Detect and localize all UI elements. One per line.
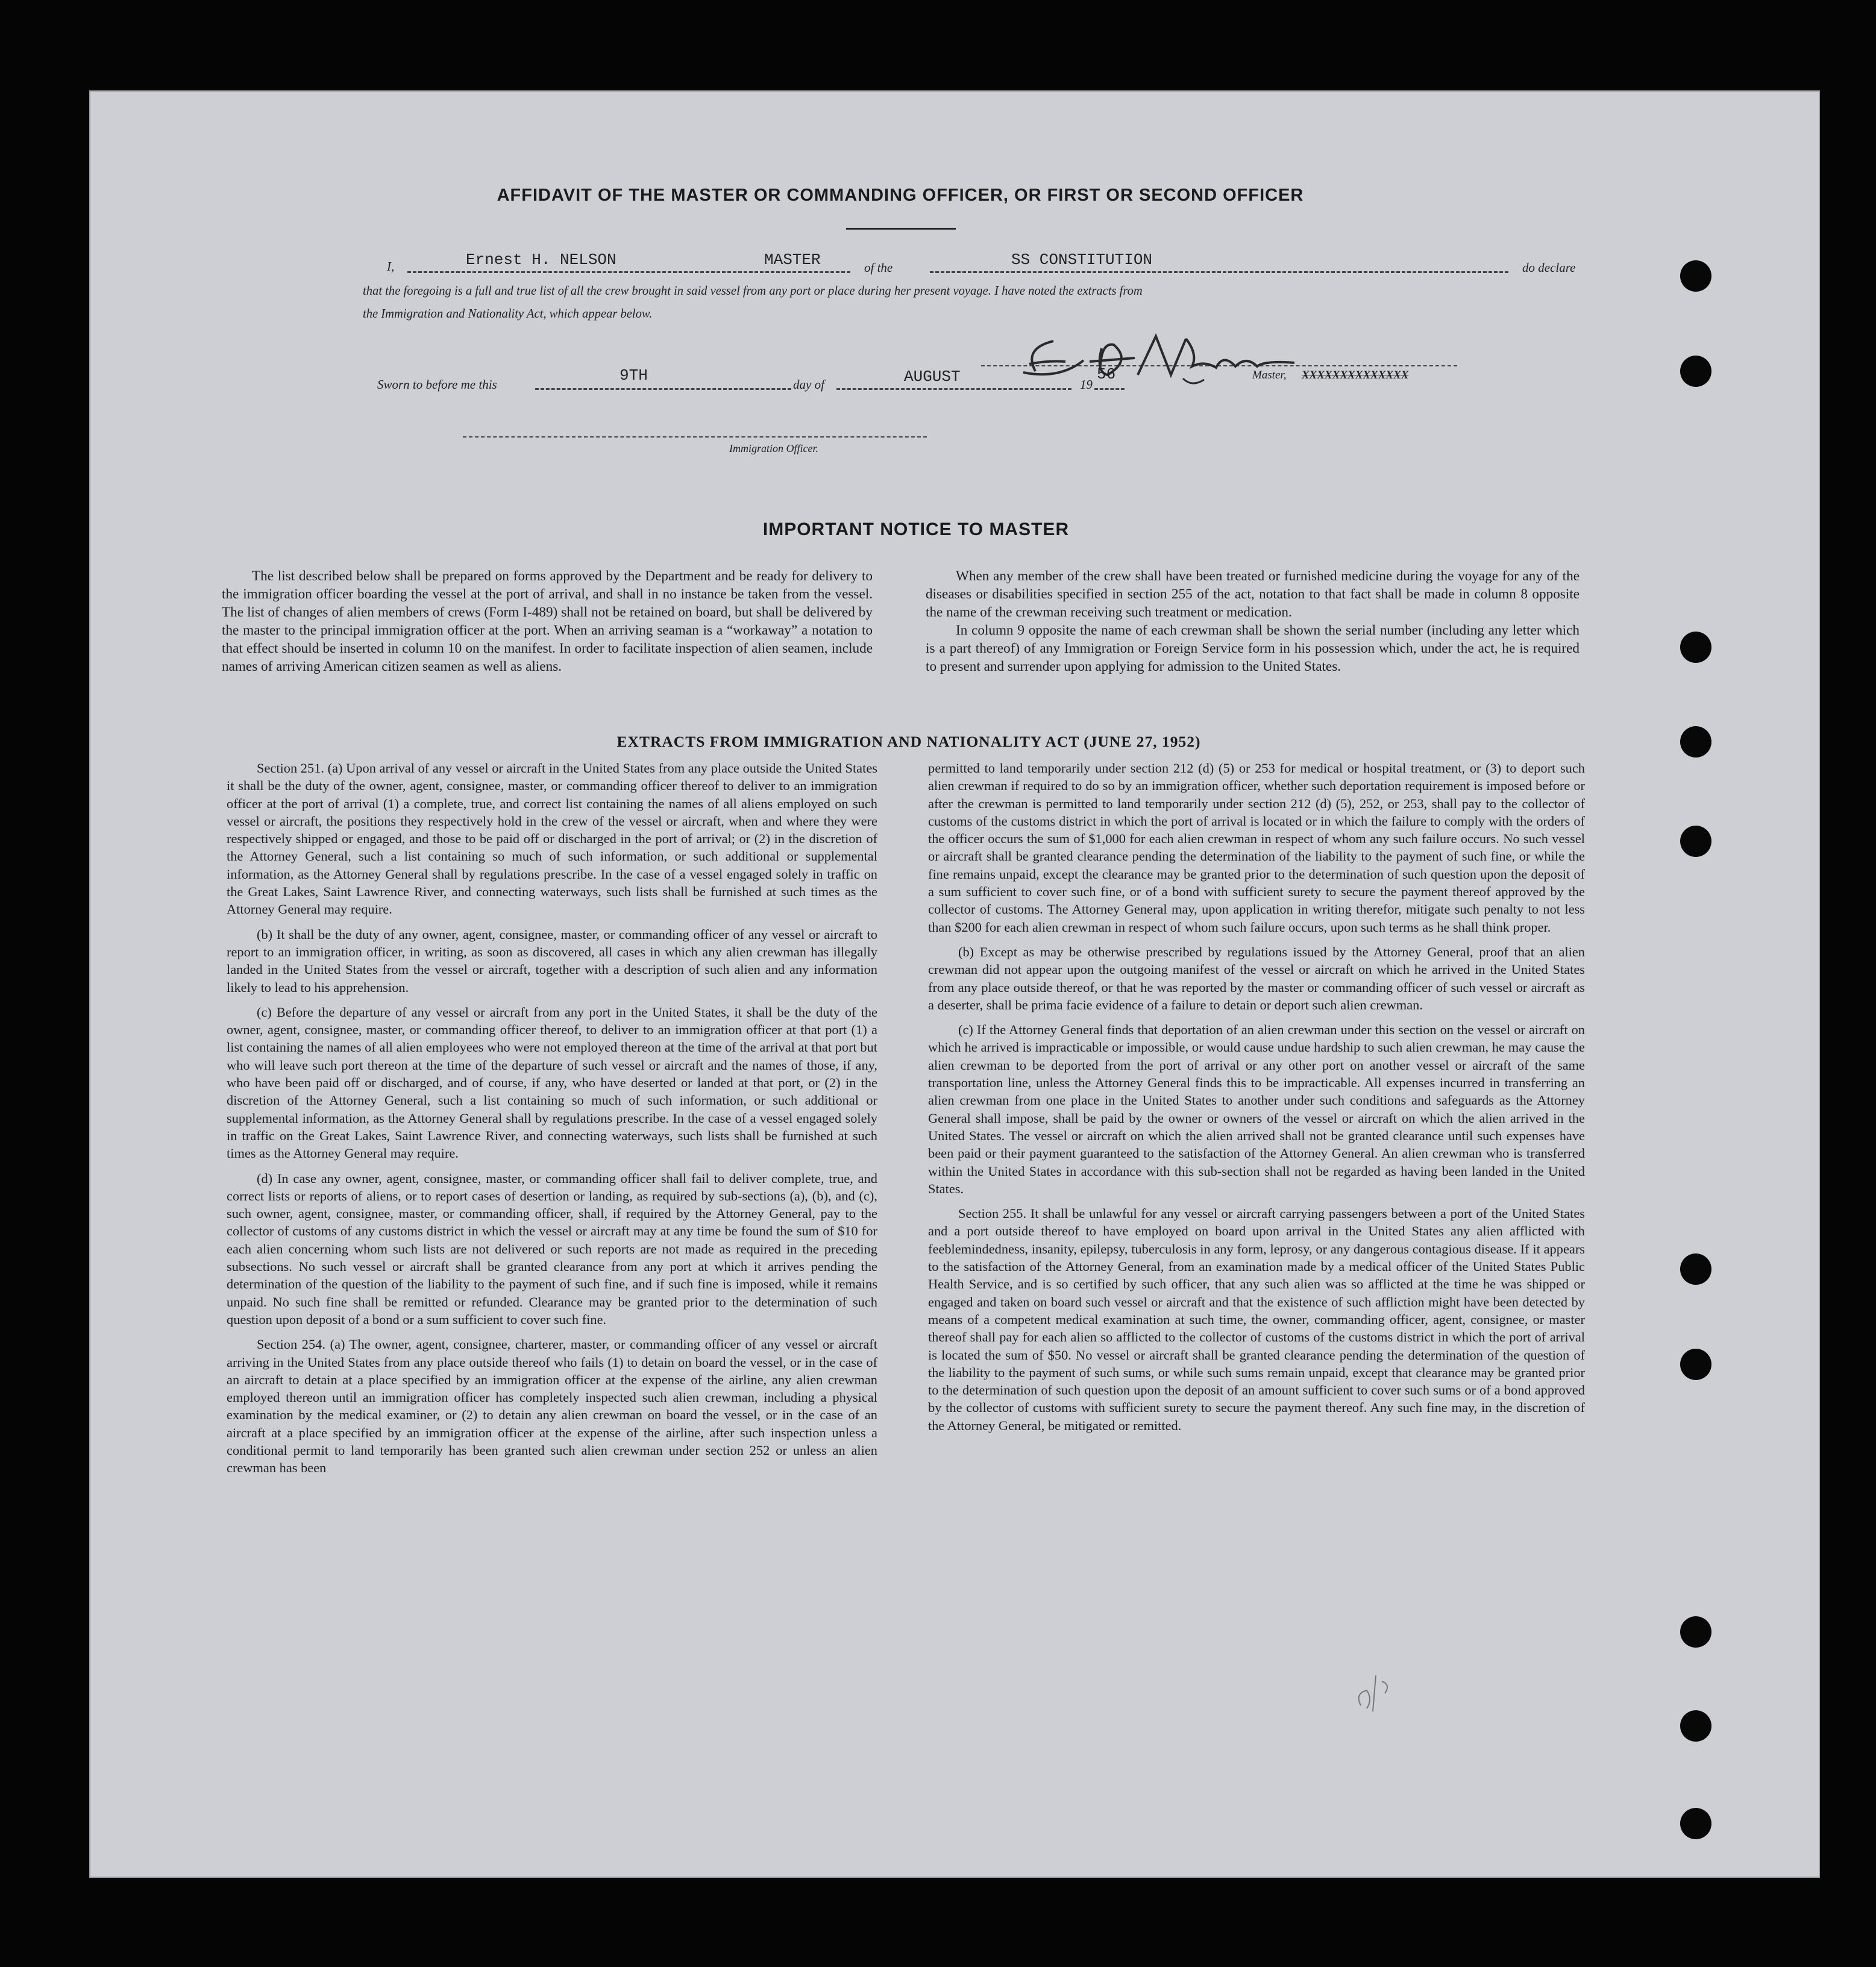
notice-title: IMPORTANT NOTICE TO MASTER (762, 519, 1070, 539)
notice-right-paragraph-1: When any member of the crew shall have been treated or furnished medicine during the voyage for any of the diseases or disabilities specified in section 255 of the act, notation to that fact shall be made in column 8 opposite the name of the crewman receiving such treatment or medication. (926, 568, 1580, 620)
binder-hole (1680, 1349, 1711, 1380)
binder-hole (1680, 826, 1711, 857)
binder-hole (1680, 260, 1711, 292)
month-line (836, 388, 1071, 390)
notice-left-text (222, 568, 873, 676)
struck-officer-label: XXXXXXXXXXXXXX (1302, 369, 1409, 381)
notice-right-text (926, 568, 1580, 676)
notice-left-paragraph: The list described below shall be prepared on forms approved by the Department and be ready for delivery to the immigration officer boarding the vessel at the port of arrival, and shall in no instance be taken from the vessel. The list of changes of alien members of crews (Form I-489) shall not be retained on board, but shall be delivered by the master to the principal immigration officer at the port. When an arriving seaman is a “workaway” a notation to that effect should be inserted in column 10 on the manifest. In order to facilitate inspection of alien seamen, include names of arriving American citizen seamen as well as aliens. (222, 568, 873, 674)
section-255: Section 255. It shall be unlawful for any vessel or aircraft carrying passengers between a port of the United States and a port outside thereof to have employed on board upon arrival in the United States any alien afflicted with feeblemindedness, insanity, epilepsy, tuberculosis in any form, leprosy, or any dangerous contagious disease. If it appears to the satisfaction of the Attorney General, from an examination made by a medical officer of the United States Public Health Service, and is so certified by such officer, that any such alien was so afflicted at the time he was shipped or engaged and taken on board such vessel or aircraft and that the existence of such affliction might have been detected by means of a competent medical examination at such time, the owner, commanding officer, agent, consignee, or master thereof shall pay for each alien so afflicted to the collector of customs of the customs district in which the port of arrival is located the sum of $50. No vessel or aircraft shall be granted clearance pending the determination of the question of the liability to the payment of such sums, or while such sums remain unpaid, except that clearance may be granted prior to the determination of such question upon the deposit of an amount sufficient to cover such sums or of a bond approved by the collector of customs with sufficient surety to secure the payment thereof. Any such fine may, in the discretion of the Attorney General, be mitigated or remitted. (928, 1206, 1585, 1433)
title-rule (846, 228, 956, 230)
section-254-a: Section 254. (a) The owner, agent, consignee, charterer, master, or commanding officer of any vessel or aircraft arriving in the United States from any place outside thereof who fails (1) to detain on board the vessel, or in the case of an aircraft to detain at a place specified by an immigration officer at the expense of the airline, any alien crewman employed thereon until an immigration officer has completely inspected such alien crewman, including a physical examination by the medical examiner, or (2) to detain any alien crewman on board the vessel, or in the case of an aircraft at a place specified by an immigration officer at the expense of the airline, after such inspection unless a conditional permit to land temporarily has been granted such alien crewman under section 252 or unless an alien crewman has been (227, 1337, 877, 1476)
immigration-officer-label: Immigration Officer. (729, 442, 818, 454)
extracts-title: EXTRACTS FROM IMMIGRATION AND NATIONALITY ACT (JUNE 27, 1952) (616, 733, 1201, 750)
section-251-a: Section 251. (a) Upon arrival of any vessel or aircraft in the United States from any place outside the United States it shall be the duty of the owner, agent, consignee, master, or commanding officer thereof to deliver to an immigration officer at the port of arrival (1) a complete, true, and correct list containing the names of all aliens employed on such vessel or aircraft, the positions they respectively hold in the crew of the vessel or aircraft, when and where they were respectively shipped or engaged, and those to be paid off or discharged in the port of arrival; or (2) in the discretion of the Attorney General, such a list containing so much of such information, or such additional or supplemental information, as the Attorney General shall by regulations prescribe. In the case of a vessel engaged solely in traffic on the Great Lakes, Saint Lawrence River, and connecting waterways, such lists shall be furnished at such times as the Attorney General may require. (227, 761, 877, 917)
section-254-b: (b) Except as may be otherwise prescribed by regulations issued by the Attorney General, proof that an alien crewman did not appear upon the outgoing manifest of the vessel or aircraft on which he arrived in the United States from any place outside thereof, or that he was reported by the master or commanding officer of such vessel or aircraft as a deserter, shall be prima facie evidence of a failure to detain or deport such alien crewman. (928, 944, 1585, 1012)
binder-hole (1680, 1710, 1711, 1742)
affiant-rank: MASTER (764, 251, 821, 269)
affiant-name-line (407, 271, 850, 273)
extracts-right-column (928, 759, 1585, 1442)
affidavit-line-3: the Immigration and Nationality Act, which appear below. (363, 307, 653, 321)
binder-hole (1680, 1808, 1711, 1839)
section-251-c: (c) Before the departure of any vessel or aircraft from any port in the United States, it shall be the duty of the owner, agent, consignee, master, or commanding officer thereof, to deliver to an immigration officer at that port (1) a list containing the names of all alien employees who were not employed thereon at the time of the arrival at that port but who will leave such port thereon at the time of the departure of such vessel or aircraft and the names of those, if any, who have been paid off or discharged, and of course, if any, who have deserted or landed at that port, or (2) in the discretion of the Attorney General, such a list containing so much of such information, or such additional or supplemental information, as the Attorney General shall by regulations prescribe. In the case of a vessel engaged solely in traffic on the Great Lakes, Saint Lawrence River, and connecting waterways, such lists shall be furnished at such times as the Attorney General may require. (227, 1004, 877, 1161)
binder-hole (1680, 632, 1711, 663)
sworn-month: AUGUST (904, 368, 961, 386)
sworn-label: Sworn to before me this (377, 377, 497, 392)
day-of-label: day of (793, 377, 824, 392)
year-prefix: 19 (1080, 377, 1093, 392)
pencil-mark (1349, 1657, 1403, 1718)
section-251-b: (b) It shall be the duty of any owner, agent, consignee, master, or commanding officer of any vessel or aircraft to report to an immigration officer, in writing, as soon as discovered, all cases in which any alien crewman has illegally landed in the United States from the vessel or aircraft, together with a description of such alien and any information likely to lead to his apprehension. (227, 926, 877, 995)
affiant-prefix: I, (387, 259, 395, 274)
do-declare-label: do declare (1522, 260, 1576, 275)
section-251-d: (d) In case any owner, agent, consignee, master, or commanding officer shall fail to deliver complete, true, and correct lists or reports of aliens, or to report cases of desertion or landing, as required by sub-sections (a), (b), and (c), such owner, agent, consignee, master, or commanding officer, shall, if required by the Attorney General, pay to the collector of customs of any customs district in which the vessel or aircraft may at any time be found the sum of $10 for each alien concerning whom such lists are not delivered or such reports are not made as required in the preceding subsections. No such vessel or aircraft shall be granted clearance from any port at which it arrives pending the determination of the question of the liability to the payment of such fine, and if such fine is imposed, while it remains unpaid. No such fine shall be remitted or refunded. Clearance may be granted prior to the determination of such question upon deposit of a bond or a sum sufficient to cover such fine. (227, 1170, 877, 1327)
of-the-label: of the (864, 260, 893, 275)
master-label: Master, (1252, 369, 1287, 381)
sworn-year: 56 (1097, 365, 1116, 383)
binder-hole (1680, 1616, 1711, 1648)
binder-hole (1680, 1253, 1711, 1285)
vessel-name: SS CONSTITUTION (1011, 251, 1153, 269)
notice-right-paragraph-2: In column 9 opposite the name of each crewman shall be shown the serial number (including any letter which is a part thereof) of any Immigration or Foreign Service form in his possession which, under the act, he is required to present and surrender upon applying for admission to the United States. (926, 622, 1580, 674)
year-line (1094, 388, 1125, 390)
affidavit-title: AFFIDAVIT OF THE MASTER OR COMMANDING OFFICER, OR FIRST OR SECOND OFFICER (497, 186, 1304, 205)
binder-hole (1680, 356, 1711, 387)
immigration-officer-line (463, 436, 927, 438)
affidavit-line-2: that the foregoing is a full and true list of all the crew brought in said vessel from any port or place during her present voyage. I have noted the extracts from (363, 284, 1143, 298)
extracts-left-column (227, 759, 877, 1484)
section-254-c: (c) If the Attorney General finds that deportation of an alien crewman under this section on the vessel or aircraft on which he arrived is impracticable or impossible, or would cause undue hardship to such alien crewman, he may cause the alien crewman to be deported from the port of arrival or any other port on another vessel or aircraft of the same transportation line, unless the Attorney General finds this to be impracticable. All expenses incurred in transferring an alien crewman from one place in the United States to another under such conditions and safeguards as the Attorney General shall impose, shall be paid by the owner or owners of the vessel or aircraft on which the alien arrived in the United States. The vessel or aircraft on which the alien arrived shall not be granted clearance until such expenses have been paid or their payment guaranteed to the satisfaction of the Attorney General. An alien crewman who is transferred within the United States in accordance with this sub-section shall not be regarded as having been landed in the United States. (928, 1022, 1585, 1196)
vessel-line (930, 271, 1508, 273)
day-line (535, 388, 791, 390)
document-page (89, 90, 1820, 1878)
section-254-a-continued: permitted to land temporarily under section 212 (d) (5) or 253 for medical or hospital treatment, or (3) to deport such alien crewman if required to do so by an immigration officer, whether such deportation requirement is imposed before or after the crewman is permitted to land temporarily under section 212 (d) (5), 252, or 253, shall pay to the collector of customs of the customs district in which the port of arrival is located or in which the failure to comply with the orders of the officer occurs the sum of $1,000 for each alien crewman in respect of whom any such failure occurs. No such vessel or aircraft shall be granted clearance pending the determination of the liability to the payment of such fine, or while the fine remains unpaid, except the clearance may be granted prior to the determination of such question upon the deposit of a sum sufficient to cover such fine, or of a bond with sufficient surety to secure the payment thereof approved by the collector of customs. The Attorney General may, upon application in writing therefor, mitigate such penalty to not less than $200 for each alien crewman in respect of whom such failure occurs, upon such terms as he shall think proper. (928, 761, 1585, 935)
affiant-name: Ernest H. NELSON (466, 251, 616, 269)
sworn-day: 9TH (620, 366, 648, 384)
